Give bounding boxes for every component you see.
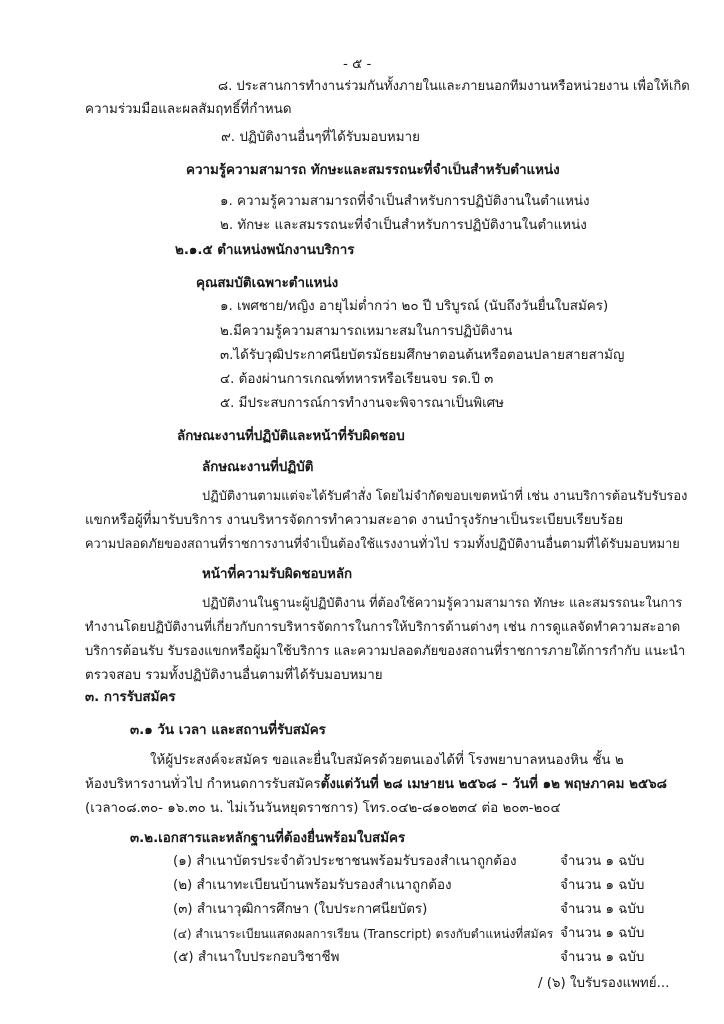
document-item-2-count: จำนวน ๑ ฉบับ (560, 878, 645, 893)
duty-line4: ตรวจสอบ รวมทั้งปฏิบัติงานอื่นตามที่ได้รับมอบหมาย (85, 668, 383, 683)
position-heading: ๒.๑.๕ ตำแหน่งพนักงานบริการ (175, 243, 355, 258)
duty-heading: หน้าที่ความรับผิดชอบหลัก (202, 567, 353, 582)
qualification-item-5: ๕. มีประสบการณ์การทำงานจะพิจารณาเป็นพิเศษ (220, 396, 504, 411)
application-schedule-line2 (85, 776, 667, 794)
document-item-1-count: จำนวน ๑ ฉบับ (560, 854, 645, 869)
document-item-1-label: (๑) สำเนาบัตรประจำตัวประชาชนพร้อมรับรองสำเนาถูกต้อง (173, 854, 517, 869)
qualification-item-1: ๑. เพศชาย/หญิง อายุไม่ต่ำกว่า ๒๐ ปี บริบูรณ์ (นับถึงวันยื่นใบสมัคร) (220, 299, 609, 314)
application-period: ตั้งแต่วันที่ ๒๘ เมษายน ๒๕๖๘ – วันที่ ๑๒ พฤษภาคม ๒๕๖๘ (320, 777, 667, 792)
qualification-item-3: ๓.ได้รับวุฒิประกาศนียบัตรมัธยมศึกษาตอนต้นหรือตอนปลายสายสามัญ (220, 348, 625, 363)
document-item-4-count: จำนวน ๑ ฉบับ (560, 926, 645, 941)
document-item-2-label: (๒) สำเนาทะเบียนบ้านพร้อมรับรองสำเนาถูกต้อง (173, 878, 452, 893)
document-item-5-count: จำนวน ๑ ฉบับ (560, 950, 645, 965)
work-nature-heading: ลักษณะงานที่ปฏิบัติ (202, 460, 314, 475)
continuation-note: / (๖) ใบรับรองแพทย์... (538, 976, 670, 991)
duty-line1: ปฏิบัติงานในฐานะผู้ปฏิบัติงาน ที่ต้องใช้ความรู้ความสามารถ ทักษะ และสมรรถนะในการ (202, 596, 683, 611)
competency-item-2: ๒. ทักษะ และสมรรถนะที่จำเป็นสำหรับการปฏิบัติงานในตำแหน่ง (220, 218, 587, 233)
duty-item-8-line2: ความร่วมมือและผลสัมฤทธิ์ที่กำหนด (85, 102, 292, 117)
competency-heading: ความรู้ความสามารถ ทักษะและสมรรถนะที่จำเป็นสำหรับตำแหน่ง (186, 163, 560, 178)
application-schedule-heading: ๓.๑ วัน เวลา และสถานที่รับสมัคร (130, 723, 326, 738)
application-schedule-line1: ให้ผู้ประสงค์จะสมัคร ขอและยื่นใบสมัครด้วยตนเองได้ที่ โรงพยาบาลหนองหิน ชั้น ๒ (150, 753, 624, 768)
duty-item-9: ๙. ปฏิบัติงานอื่นๆที่ได้รับมอบหมาย (221, 130, 420, 145)
work-nature-line2: แขกหรือผู้ที่มารับบริการ งานบริหารจัดการทำความสะอาด งานบำรุงรักษาเป็นระเบียบเรียบร้อย (85, 513, 624, 528)
qualification-item-4: ๔. ต้องผ่านการเกณฑ์ทหารหรือเรียนจบ รด.ปี ๓ (220, 372, 494, 387)
duty-line2: ทำงานโดยปฏิบัติงานที่เกี่ยวกับการบริหารจัดการในการให้บริการด้านต่างๆ เช่น การดูแลจัดทำความสะอาด (85, 620, 681, 635)
work-heading: ลักษณะงานที่ปฏิบัติและหน้าที่รับผิดชอบ (177, 429, 405, 444)
competency-item-1: ๑. ความรู้ความสามารถที่จำเป็นสำหรับการปฏิบัติงานในตำแหน่ง (220, 194, 590, 209)
application-heading: ๓. การรับสมัคร (85, 690, 176, 705)
page-number: - ๕ - (343, 57, 372, 72)
application-schedule-line2-text: ห้องบริหารงานทั่วไป กำหนดการรับสมัคร (85, 777, 321, 792)
work-nature-line1: ปฏิบัติงานตามแต่จะได้รับคำสั่ง โดยไม่จำกัดขอบเขตหน้าที่ เช่น งานบริการต้อนรับรับรอง (202, 489, 688, 504)
duty-line3: บริการต้อนรับ รับรองแขกหรือผู้มาใช้บริการ และความปลอดภัยของสถานที่ราชการภายใต้การกำกับ แนะนำ (85, 644, 686, 659)
document-item-4-label: (๔) สำเนาระเบียนแสดงผลการเรียน (Transcript) ตรงกับตำแหน่งที่สมัคร (173, 927, 554, 941)
qualification-item-2: ๒.มีความรู้ความสามารถเหมาะสมในการปฏิบัติงาน (220, 324, 513, 339)
documents-heading: ๓.๒.เอกสารและหลักฐานที่ต้องยื่นพร้อมใบสมัคร (130, 831, 406, 846)
document-item-3-label: (๓) สำเนาวุฒิการศึกษา (ใบประกาศนียบัตร) (173, 902, 428, 917)
duty-item-8-line1: ๘. ประสานการทำงานร่วมกันทั้งภายในและภายนอกทีมงานหรือหน่วยงาน เพื่อให้เกิด (218, 79, 690, 94)
work-nature-line3: ความปลอดภัยของสถานที่ราชการงานที่จำเป็นต้องใช้แรงงานทั่วไป รวมทั้งปฏิบัติงานอื่นตามที่ได้รับมอบหมาย (85, 537, 680, 552)
document-item-3-count: จำนวน ๑ ฉบับ (560, 902, 645, 917)
document-item-5-label: (๕) สำเนาใบประกอบวิชาชีพ (173, 950, 340, 965)
application-schedule-line3: (เวลา๐๘.๓๐- ๑๖.๓๐ น. ไม่เว้นวันหยุดราชการ) โทร.๐๔๒-๘๑๐๒๓๔ ต่อ ๒๐๓-๒๐๔ (85, 801, 561, 816)
qualification-heading: คุณสมบัติเฉพาะตำแหน่ง (196, 276, 339, 291)
